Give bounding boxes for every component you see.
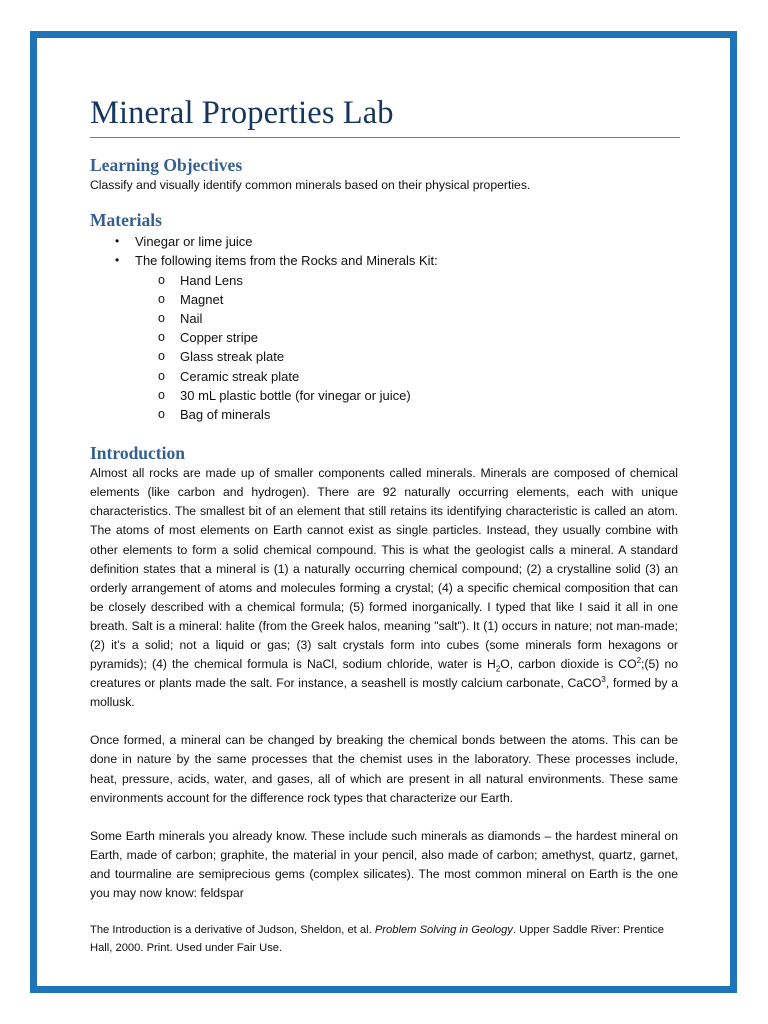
kit-item-label: Copper stripe bbox=[180, 330, 259, 346]
materials-item-label: The following items from the Rocks and Minerals Kit: bbox=[135, 253, 438, 269]
para1-text-c: ;(5) no creatures or plants made the salt. For instance, a seashell is mostly calcium carbonate, CaCO bbox=[90, 657, 679, 691]
kit-item-label: Nail bbox=[180, 310, 203, 326]
para1-text-a: Almost all rocks are made up of smaller components called minerals. Minerals are composed of chemical elements (like carbon and hydrogen). There are 92 naturally occurring elements, each with unique characteristics. The smallest bit of an element that still retains its identifying characteristic is called an atom. The atoms of most elements on Earth cannot exist as single particles. Instead, they usually combine with other elements to form a solid chemical compound. This is what the geologist calls a mineral. A standard definition states that a mineral is (1) a naturally occurring chemical compound; (2) a crystalline solid (3) an orderly arrangement of atoms and molecules forming a crystal; (4) a specific chemical composition that can be closely described with a chemical formula; (5) formed inorganically. I typed that like I said it all in one breath. Salt is a mineral: halite (from the Greek halos, meaning "salt"). It (1) occurs in nature; not man-made; (2) it’s a solid; not a liquid or gas; (3) salt crystals form into cubes (some minerals form hexagons or pyramids); (4) the chemical formula is NaCl, sodium chloride, water is H bbox=[90, 466, 678, 672]
subscript: 2 bbox=[495, 664, 501, 674]
attribution-pre: The Introduction is a derivative of Judson, Sheldon, et al. bbox=[90, 924, 375, 937]
para1-text-d: , formed by a mollusk. bbox=[90, 676, 678, 710]
bullet-icon: • bbox=[115, 253, 120, 268]
materials-heading: Materials bbox=[90, 210, 162, 231]
superscript: 2 bbox=[636, 656, 642, 665]
materials-item bbox=[90, 251, 678, 424]
kit-item bbox=[90, 367, 678, 386]
superscript: 3 bbox=[601, 675, 606, 685]
materials-item-label: Vinegar or lime juice bbox=[135, 234, 253, 250]
circle-bullet-icon: o bbox=[158, 291, 165, 306]
circle-bullet-icon: o bbox=[158, 330, 165, 345]
materials-item bbox=[90, 232, 678, 251]
attribution-post: . Upper Saddle River: Prentice Hall, 2000. Print. Used under Fair Use. bbox=[90, 924, 664, 955]
learning-objectives-text: Classify and visually identify common minerals based on their physical properties. bbox=[90, 178, 531, 192]
kit-item bbox=[90, 309, 678, 328]
kit-item-label: Hand Lens bbox=[180, 272, 243, 288]
circle-bullet-icon: o bbox=[158, 387, 165, 402]
title-divider bbox=[90, 137, 680, 138]
introduction-paragraph-3: Some Earth minerals you already know. These include such minerals as diamonds – the hardest mineral on Earth, made of carbon; graphite, the material in your pencil, also made of carbon; amethyst, quartz, garnet, and tourmaline are semiprecious gems (complex silicates). The most common mineral on Earth is the one you may now know: feldspar bbox=[90, 828, 678, 900]
attribution-book-title: Problem Solving in Geology bbox=[374, 924, 513, 937]
kit-item-label: Ceramic streak plate bbox=[180, 368, 300, 384]
kit-items-list bbox=[135, 271, 678, 425]
page-title: Mineral Properties Lab bbox=[90, 95, 394, 131]
kit-item-label: Glass streak plate bbox=[180, 349, 285, 365]
circle-bullet-icon: o bbox=[158, 349, 165, 364]
kit-item-label: Bag of minerals bbox=[180, 406, 271, 422]
document-body bbox=[90, 93, 678, 957]
materials-list bbox=[90, 232, 678, 424]
kit-item bbox=[90, 386, 678, 405]
kit-item-label: 30 mL plastic bottle (for vinegar or juice) bbox=[180, 387, 411, 403]
introduction-heading: Introduction bbox=[90, 443, 185, 464]
learning-objectives-heading: Learning Objectives bbox=[90, 155, 243, 175]
kit-item bbox=[90, 271, 678, 290]
circle-bullet-icon: o bbox=[158, 272, 165, 287]
para1-text-b: O, carbon dioxide is CO bbox=[500, 657, 637, 672]
circle-bullet-icon: o bbox=[158, 368, 165, 383]
introduction-paragraph-2: Once formed, a mineral can be changed by breaking the chemical bonds between the atoms. This can be done in nature by the same processes that the chemist uses in the laboratory. These processes include, heat, pressure, acids, water, and gases, all of which are present in all natural environments. These same environments account for the difference rock types that characterize our Earth. bbox=[90, 733, 678, 805]
kit-item bbox=[90, 405, 678, 424]
kit-item bbox=[90, 290, 678, 309]
circle-bullet-icon: o bbox=[158, 310, 165, 325]
attribution-note bbox=[90, 921, 678, 957]
kit-item bbox=[90, 347, 678, 366]
introduction-body bbox=[90, 464, 678, 957]
introduction-paragraph-1 bbox=[90, 464, 678, 712]
kit-item bbox=[90, 328, 678, 347]
circle-bullet-icon: o bbox=[158, 406, 165, 421]
kit-item-label: Magnet bbox=[180, 291, 224, 307]
bullet-icon: • bbox=[115, 234, 120, 249]
